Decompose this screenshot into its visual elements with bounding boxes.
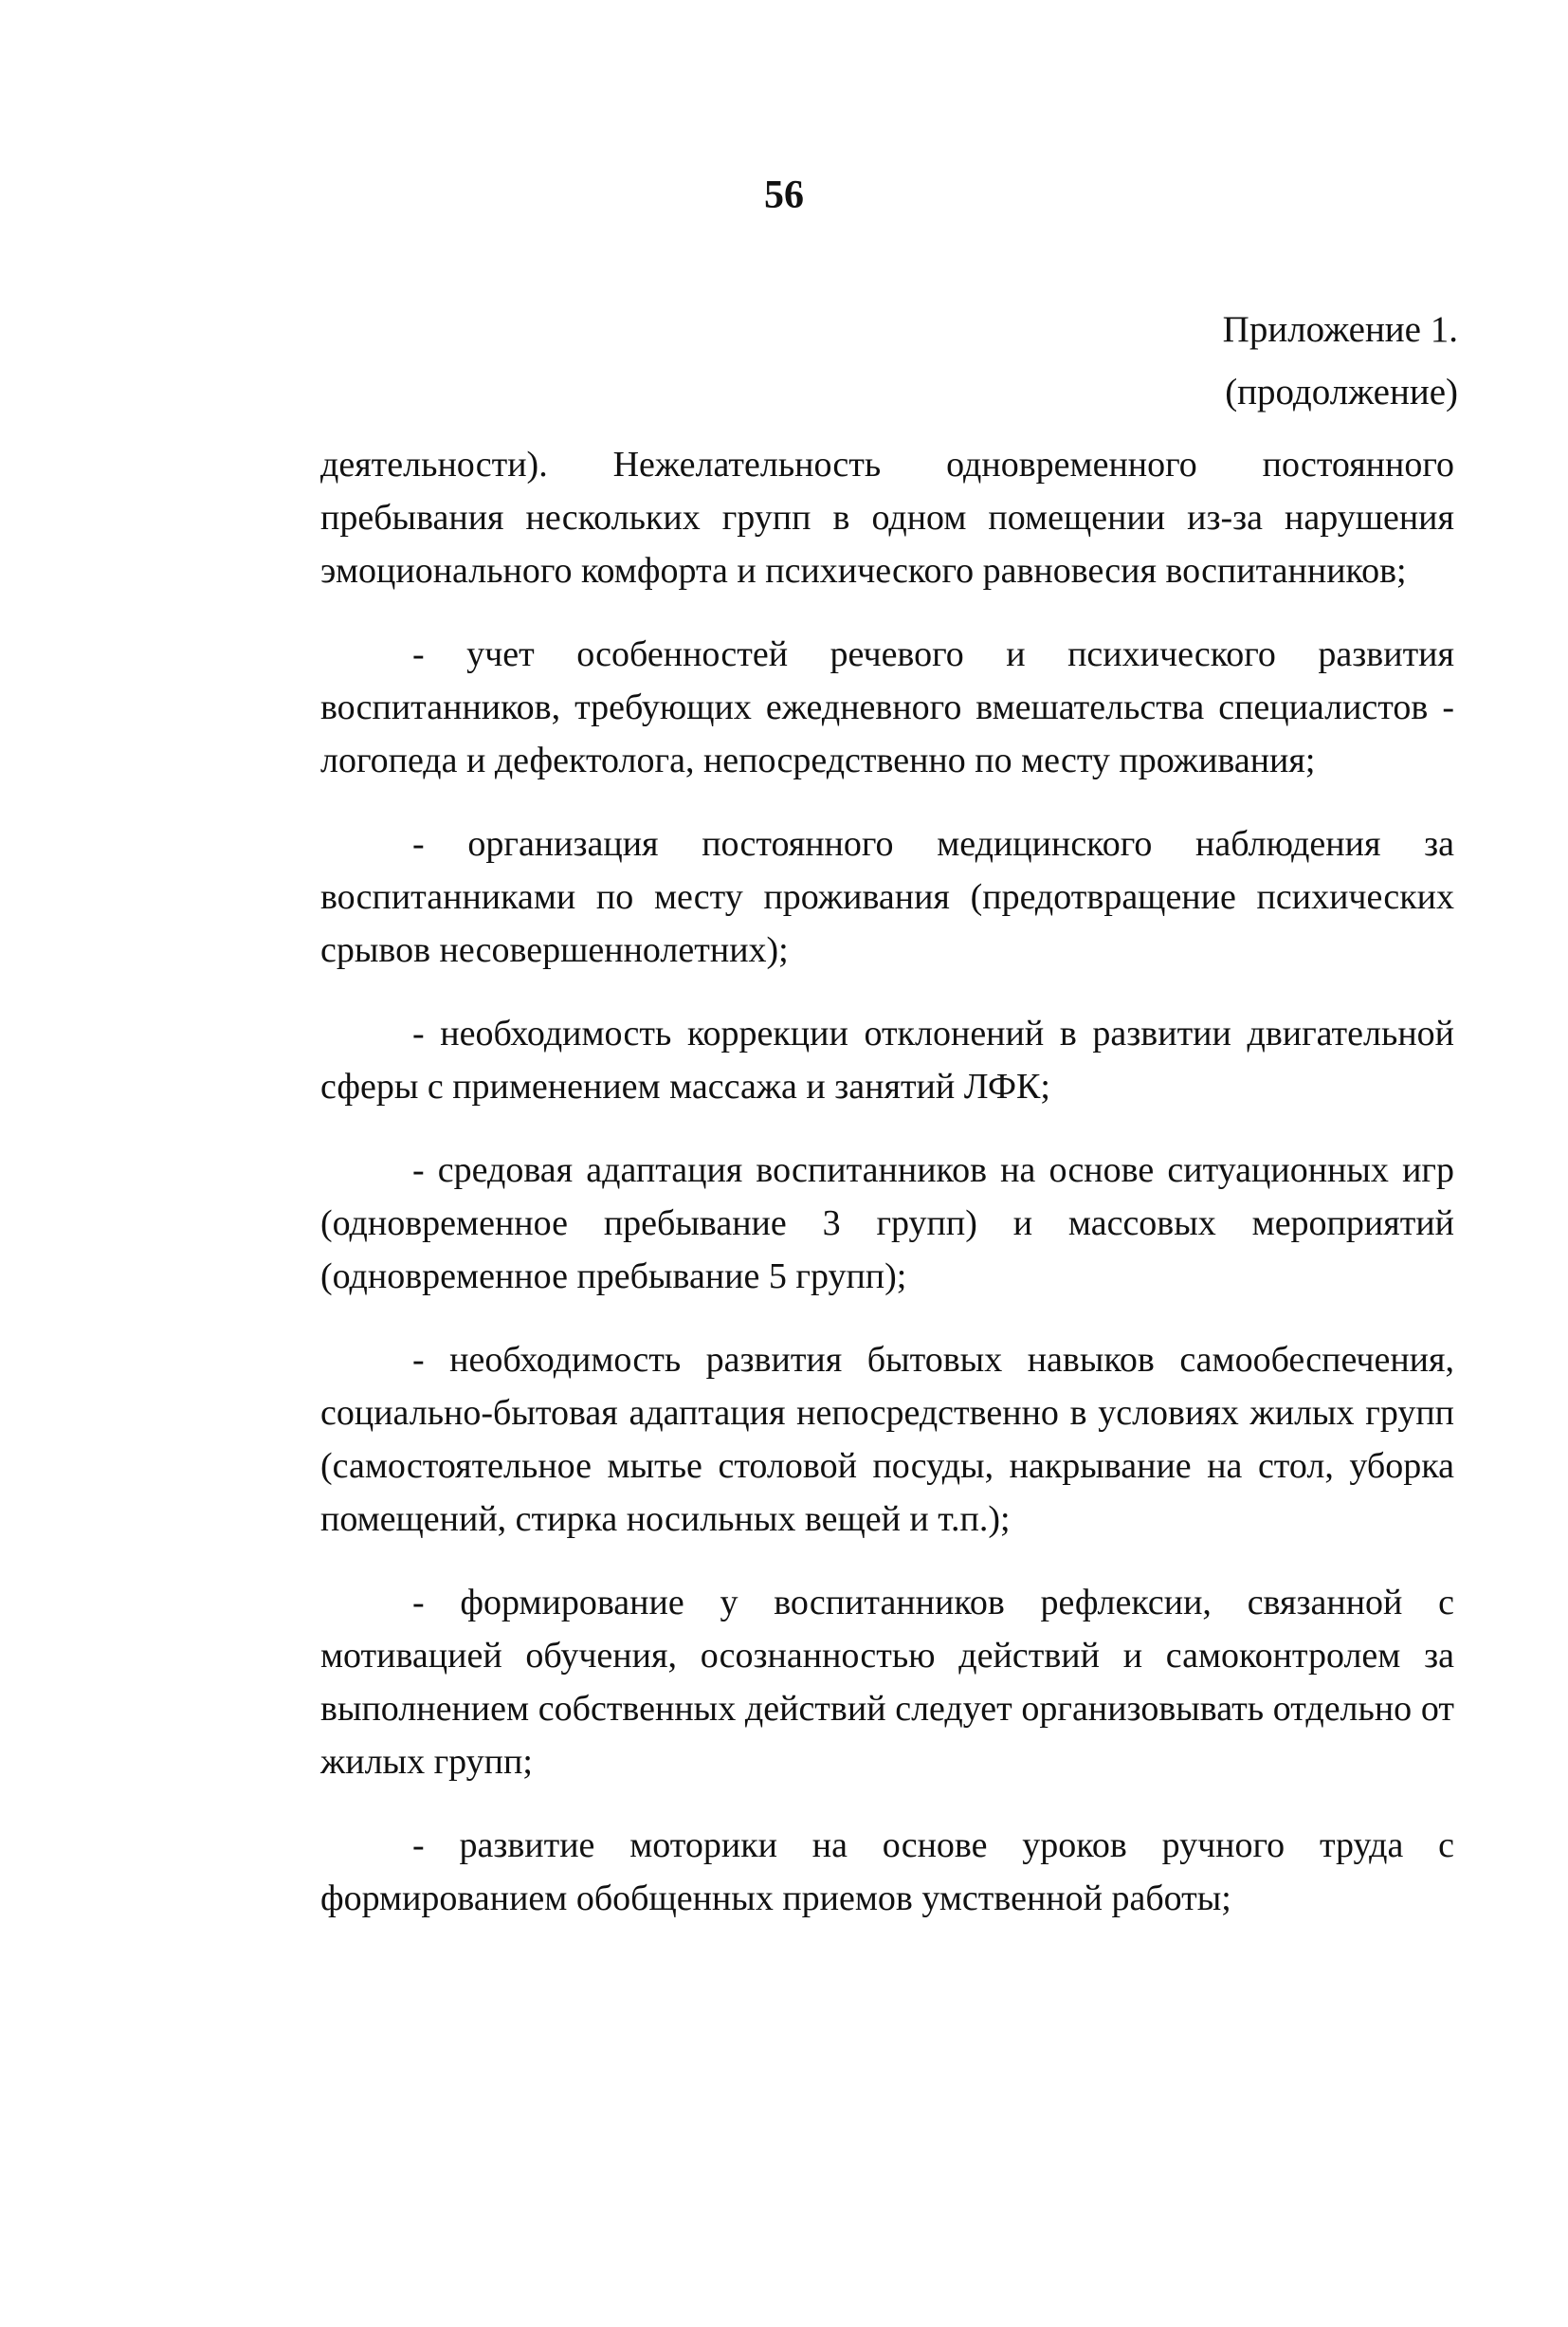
- appendix-header: [1223, 299, 1458, 424]
- list-item: - учет особенностей речевого и психического развития воспитанников, требующих ежедневного вмешательства специалистов - логопеда и дефектолога, непосредственно по месту проживания;: [320, 634, 1454, 780]
- list-item: - необходимость коррекции отклонений в развитии двигательной сферы с применением массажа и занятий ЛФК;: [320, 1014, 1454, 1107]
- list-item: - средовая адаптация воспитанников на основе ситуационных игр (одновременное пребывание 3 групп) и массовых мероприятий (одновременное пребывание 5 групп);: [320, 1150, 1454, 1296]
- list-item: - необходимость развития бытовых навыков самообеспечения, социально-бытовая адаптация непосредственно в условиях жилых групп (самостоятельное мытье столовой посуды, накрывание на стол, уборка помещений, стирка носильных вещей и т.п.);: [320, 1340, 1454, 1539]
- list-item: - организация постоянного медицинского наблюдения за воспитанниками по месту проживания (предотвращение психических срывов несовершеннолетних);: [320, 824, 1454, 970]
- appendix-note: (продолжение): [1225, 372, 1458, 412]
- appendix-label: Приложение 1.: [1222, 309, 1458, 350]
- list-item: - формирование у воспитанников рефлексии, связанной с мотивацией обучения, осознанностью действий и самоконтролем за выполнением собственных действий следует организовывать отдельно от жилых групп;: [320, 1583, 1454, 1782]
- paragraph-continuation: деятельности). Нежелательность одновременного постоянного пребывания нескольких групп в одном помещении из-за нарушения эмоционального комфорта и психического равновесия воспитанников;: [320, 445, 1454, 591]
- list-item: - развитие моторики на основе уроков ручного труда с формированием обобщенных приемов умственной работы;: [320, 1825, 1454, 1918]
- page-number: 56: [764, 174, 804, 217]
- body-text: [320, 438, 1454, 1955]
